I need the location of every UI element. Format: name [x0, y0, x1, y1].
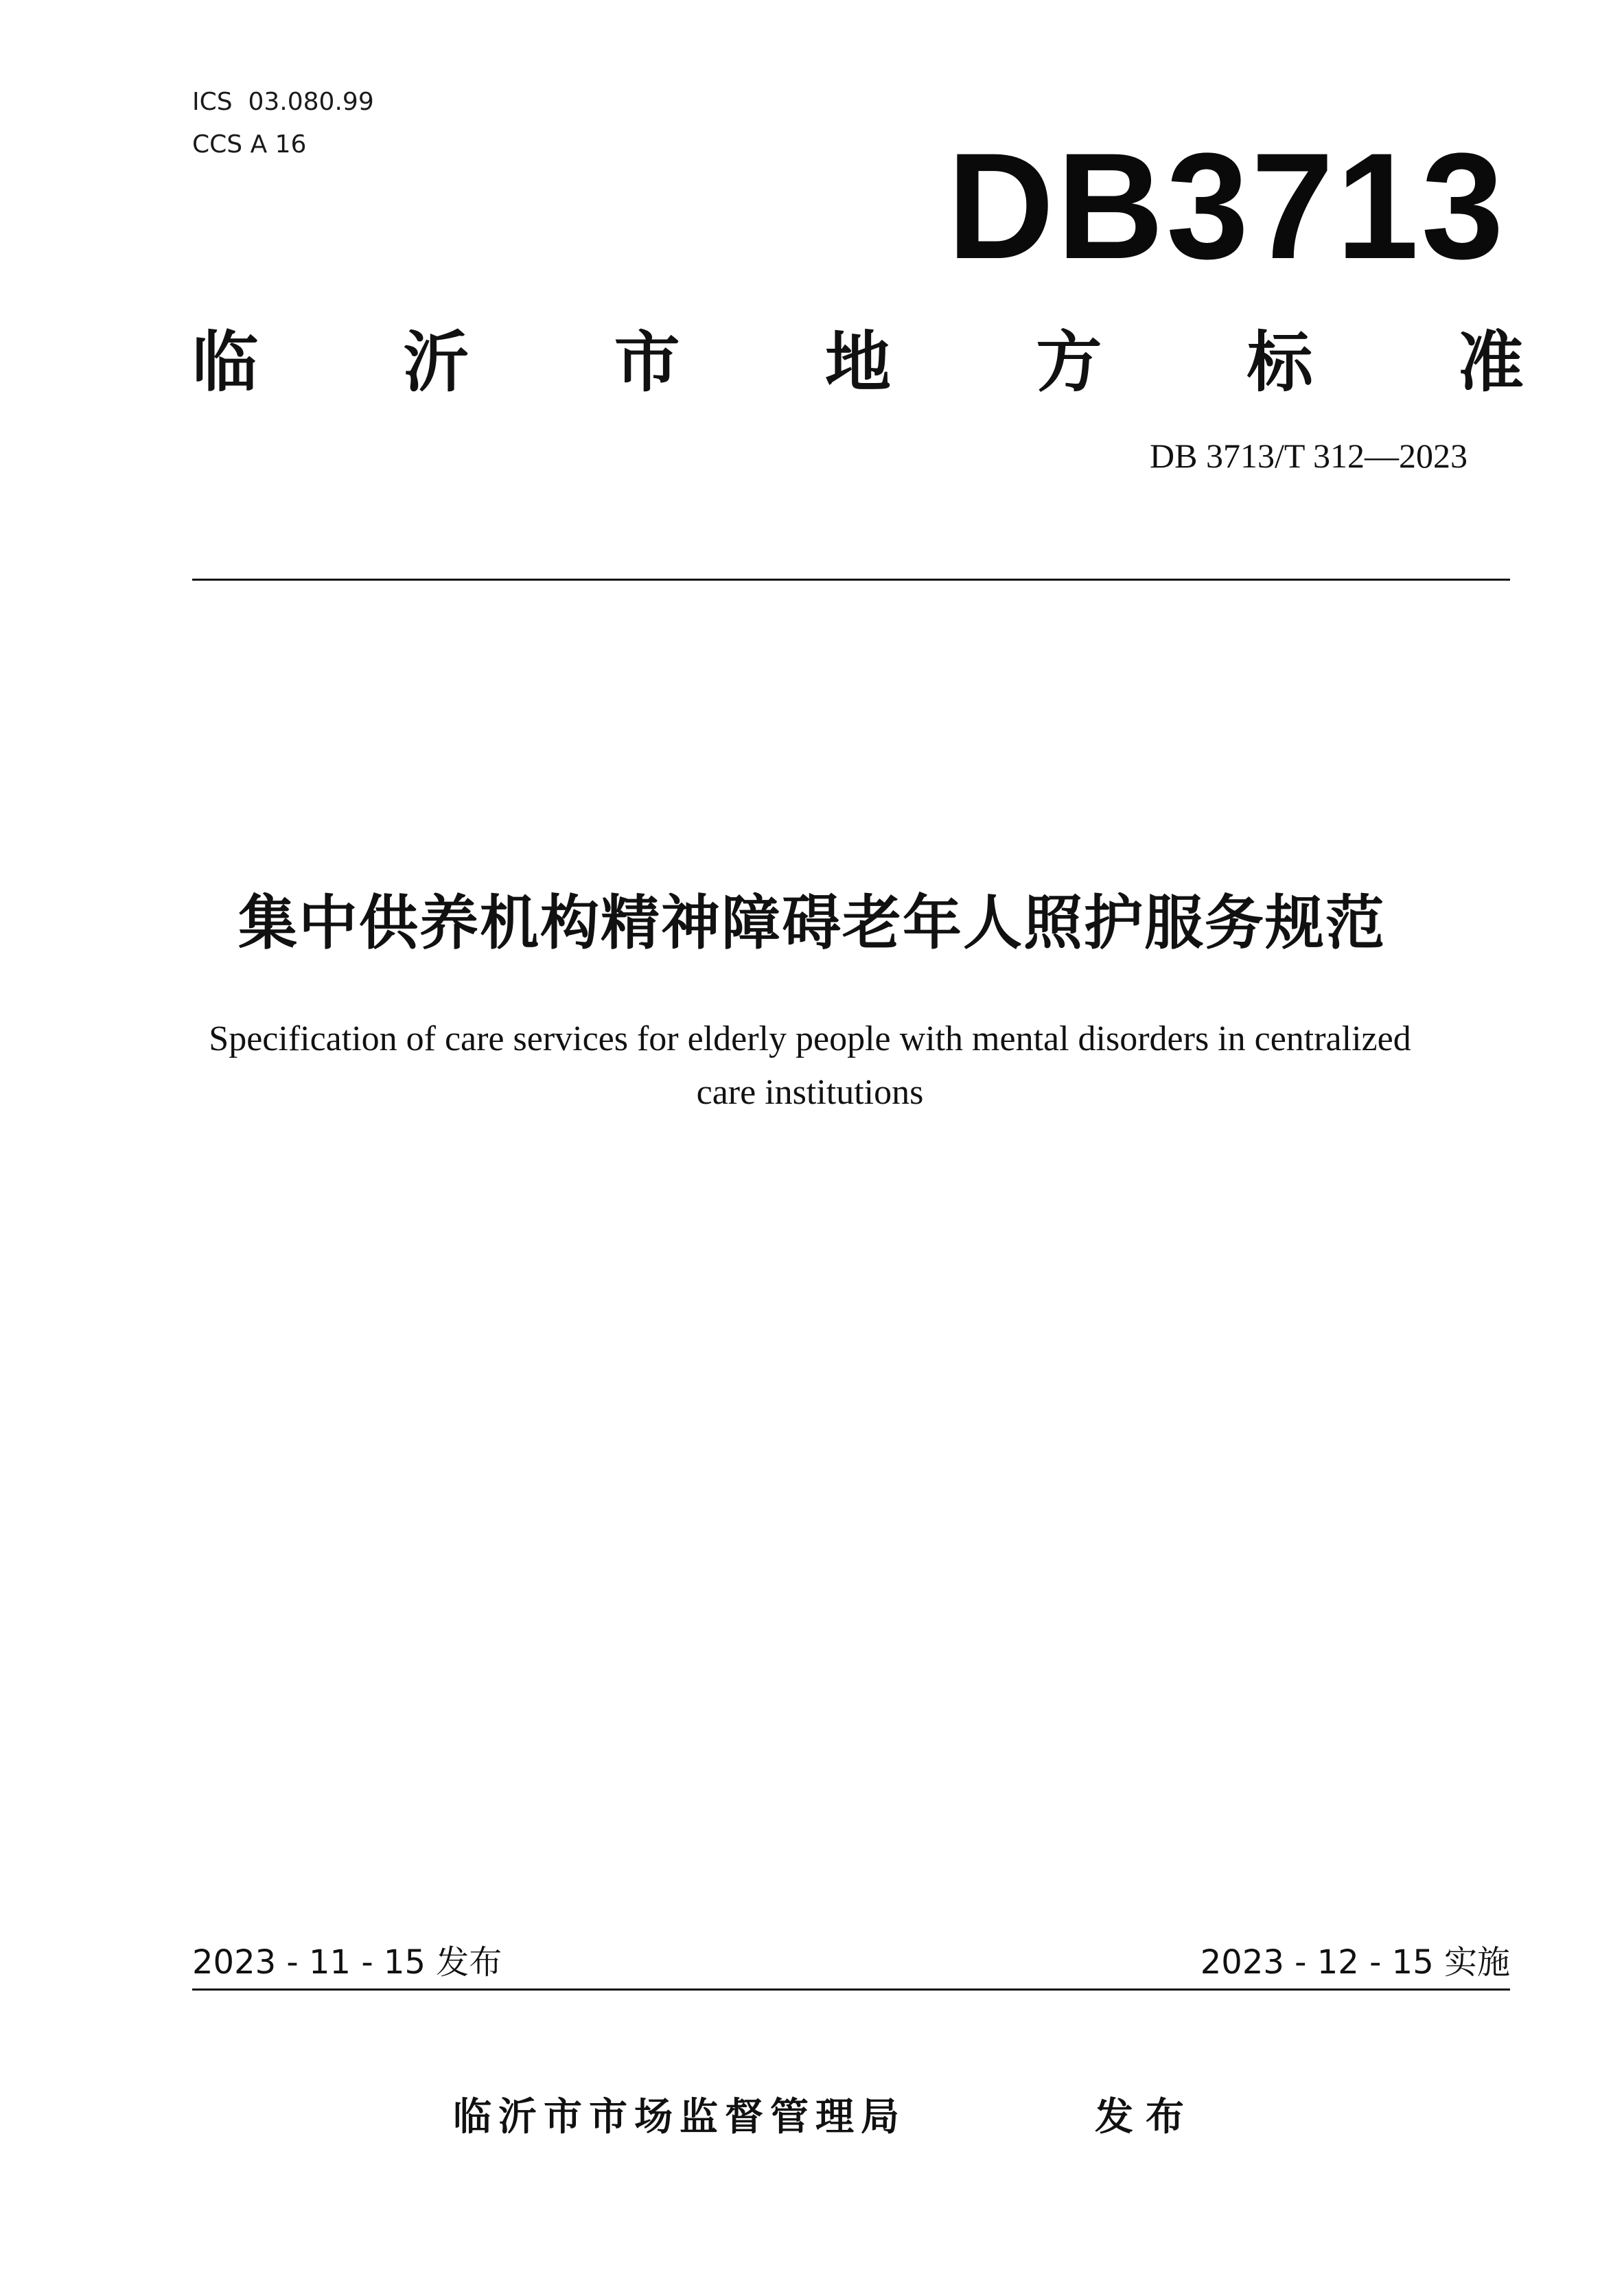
english-title-line-1: Specification of care services for elderly people with mental disorders in centralized	[209, 1019, 1411, 1058]
ics-code: 03.080.99	[248, 88, 374, 116]
ics-row	[192, 81, 374, 124]
issue-label: 发布	[1095, 2095, 1196, 2140]
english-title-line-2: care institutions	[696, 1073, 924, 1112]
publish-date: 2023 - 11 - 15 发布	[192, 1943, 502, 1982]
standard-kind-char: 临	[192, 323, 258, 401]
ics-label: ICS	[192, 88, 233, 116]
ccs-code: A 16	[250, 130, 307, 159]
document-title-english	[137, 1012, 1483, 1120]
standard-number: DB 3713/T 312—2023	[1150, 437, 1468, 475]
standard-kind-char: 标	[1246, 323, 1313, 401]
issuing-authority: 临沂市市场监督管理局	[453, 2095, 906, 2140]
db-standard-logo: DB3713	[947, 121, 1507, 290]
implement-date: 2023 - 12 - 15 实施	[1200, 1943, 1510, 1982]
standard-kind-char: 地	[824, 323, 891, 401]
standard-kind-char: 市	[614, 323, 680, 401]
bottom-divider	[192, 1988, 1510, 1991]
top-divider	[192, 579, 1510, 581]
ccs-row	[192, 124, 374, 166]
standard-kind-heading	[192, 312, 1524, 402]
standard-kind-char: 沂	[403, 323, 469, 401]
standard-kind-char: 准	[1457, 323, 1524, 401]
classification-codes	[192, 81, 374, 166]
ccs-label: CCS	[192, 130, 243, 159]
document-title-chinese: 集中供养机构精神障碍老年人照护服务规范	[238, 889, 1386, 958]
standard-kind-char: 方	[1036, 323, 1102, 401]
